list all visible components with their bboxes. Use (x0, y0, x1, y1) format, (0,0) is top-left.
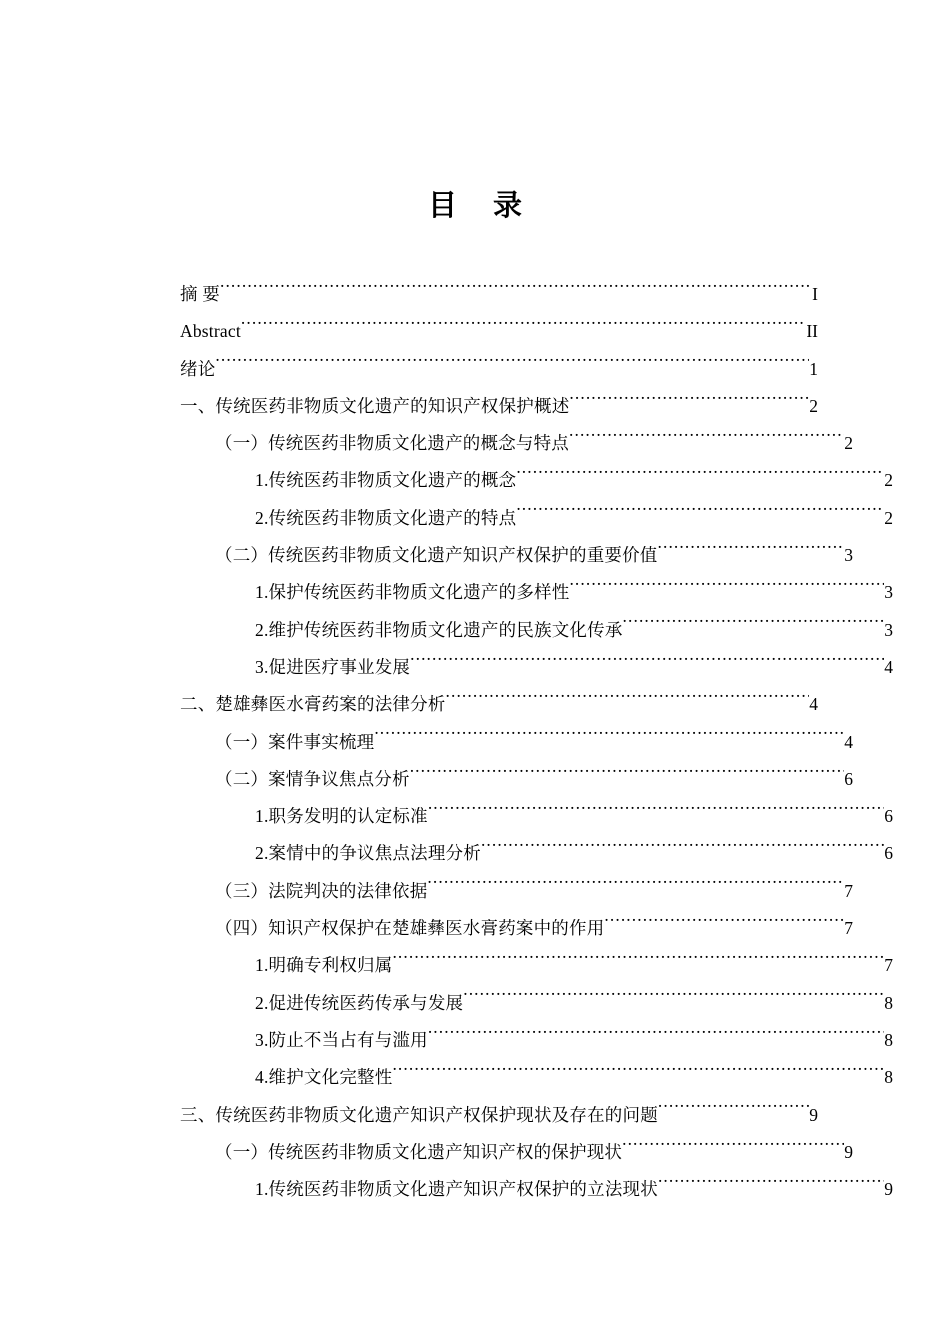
toc-entry[interactable] (180, 835, 893, 872)
toc-entry-page-number: I (812, 284, 818, 304)
toc-dot-leader (481, 842, 884, 860)
toc-entry[interactable] (180, 947, 893, 984)
toc-entry[interactable] (180, 798, 893, 835)
toc-entry[interactable] (180, 910, 853, 947)
toc-dot-leader (446, 693, 810, 711)
toc-entry[interactable] (180, 686, 818, 723)
toc-entry-label: 1.传统医药非物质文化遗产知识产权保护的立法现状 (255, 1179, 658, 1200)
toc-entry-page-number: 9 (844, 1141, 853, 1162)
toc-entry[interactable] (180, 425, 853, 462)
toc-entry-page-number: 8 (884, 1067, 893, 1088)
toc-dot-leader (374, 730, 844, 748)
toc-entry[interactable] (180, 574, 893, 611)
toc-entry-page-number: 4 (844, 731, 853, 752)
toc-entry[interactable] (180, 1134, 853, 1171)
table-of-contents (180, 276, 893, 1208)
toc-entry[interactable] (180, 313, 818, 350)
toc-entry-label: 1.保护传统医药非物质文化遗产的多样性 (255, 582, 570, 603)
toc-dot-leader (410, 767, 845, 785)
toc-dot-leader (569, 394, 809, 412)
toc-entry-label: 3.防止不当占有与滥用 (255, 1029, 428, 1050)
toc-dot-leader (569, 432, 844, 450)
toc-entry-page-number: 9 (809, 1104, 818, 1125)
toc-entry-page-number: II (806, 321, 818, 342)
toc-entry-page-number: 9 (884, 1179, 893, 1200)
toc-dot-leader (622, 1140, 844, 1158)
toc-entry[interactable] (180, 388, 818, 425)
toc-entry-label: 2.传统医药非物质文化遗产的特点 (255, 507, 517, 528)
toc-entry-label: 摘 要 (180, 284, 220, 304)
toc-entry[interactable] (180, 1097, 818, 1134)
toc-entry-label: （一）传统医药非物质文化遗产知识产权的保护现状 (215, 1141, 623, 1162)
toc-entry[interactable] (180, 500, 893, 537)
toc-dot-leader (392, 1066, 884, 1084)
toc-dot-leader (428, 805, 884, 823)
toc-entry[interactable] (180, 351, 818, 388)
toc-entry-label: （四）知识产权保护在楚雄彝医水膏药案中的作用 (215, 918, 605, 939)
toc-entry[interactable] (180, 649, 893, 686)
toc-entry-label: （二）传统医药非物质文化遗产知识产权保护的重要价值 (215, 545, 658, 566)
toc-entry-label: （一）传统医药非物质文化遗产的概念与特点 (215, 433, 569, 454)
toc-dot-leader (241, 320, 806, 338)
toc-entry-label: 2.案情中的争议焦点法理分析 (255, 843, 481, 864)
toc-dot-leader (428, 1028, 884, 1046)
toc-entry-label: 3.促进医疗事业发展 (255, 656, 411, 677)
toc-entry-label: 2.促进传统医药传承与发展 (255, 992, 464, 1013)
toc-dot-leader (215, 357, 809, 375)
toc-entry-label: 2.维护传统医药非物质文化遗产的民族文化传承 (255, 619, 623, 640)
toc-entry-page-number: 6 (884, 843, 893, 864)
toc-entry[interactable] (180, 537, 853, 574)
toc-entry[interactable] (180, 985, 893, 1022)
toc-entry-page-number: 6 (844, 768, 853, 789)
toc-entry-label: （二）案情争议焦点分析 (215, 768, 410, 789)
toc-entry-page-number: 7 (844, 880, 853, 901)
toc-dot-leader (604, 917, 844, 935)
toc-dot-leader (220, 283, 812, 301)
toc-entry[interactable] (180, 462, 893, 499)
toc-entry-page-number: 1 (809, 358, 818, 379)
toc-entry[interactable] (180, 1059, 893, 1096)
toc-entry[interactable] (180, 873, 853, 910)
toc-entry-label: 绪论 (180, 358, 216, 379)
toc-entry-label: 1.职务发明的认定标准 (255, 806, 428, 827)
toc-entry-page-number: 8 (884, 992, 893, 1013)
toc-dot-leader (516, 506, 884, 524)
toc-dot-leader (392, 954, 884, 972)
toc-entry-page-number: 6 (884, 806, 893, 827)
toc-entry-page-number: 3 (884, 582, 893, 603)
toc-entry-label: （一）案件事实梳理 (215, 731, 375, 752)
toc-dot-leader (658, 1178, 884, 1196)
toc-entry-page-number: 2 (844, 433, 853, 454)
toc-entry[interactable] (180, 761, 853, 798)
toc-entry[interactable] (180, 276, 818, 313)
toc-entry-page-number: 2 (884, 470, 893, 491)
toc-entry-label: 4.维护文化完整性 (255, 1067, 393, 1088)
toc-entry-label: 三、传统医药非物质文化遗产知识产权保护现状及存在的问题 (180, 1104, 658, 1125)
toc-entry-page-number: 3 (884, 619, 893, 640)
toc-entry-page-number: 2 (809, 395, 818, 416)
toc-dot-leader (623, 618, 885, 636)
toc-entry-page-number: 4 (884, 656, 893, 677)
toc-entry[interactable] (180, 612, 893, 649)
toc-dot-leader (569, 581, 884, 599)
toc-entry-page-number: 7 (844, 918, 853, 939)
toc-entry-label: 1.传统医药非物质文化遗产的概念 (255, 470, 517, 491)
toc-entry-label: Abstract (180, 321, 241, 342)
toc-entry-page-number: 7 (884, 955, 893, 976)
toc-entry-label: 1.明确专利权归属 (255, 955, 393, 976)
toc-dot-leader (658, 1103, 809, 1121)
toc-entry[interactable] (180, 1171, 893, 1208)
toc-entry-page-number: 8 (884, 1029, 893, 1050)
toc-dot-leader (410, 655, 884, 673)
toc-entry-page-number: 4 (809, 694, 818, 715)
toc-entry-page-number: 2 (884, 507, 893, 528)
toc-entry-label: 一、传统医药非物质文化遗产的知识产权保护概述 (180, 395, 570, 416)
toc-entry-label: 二、楚雄彝医水膏药案的法律分析 (180, 694, 446, 715)
page-title: 目 录 (427, 190, 537, 222)
toc-entry[interactable] (180, 724, 853, 761)
toc-entry-label: （三）法院判决的法律依据 (215, 880, 428, 901)
toc-entry[interactable] (180, 1022, 893, 1059)
toc-entry-page-number: 3 (844, 545, 853, 566)
toc-dot-leader (463, 991, 884, 1009)
toc-dot-leader (427, 879, 844, 897)
toc-dot-leader (516, 469, 884, 487)
toc-dot-leader (658, 544, 845, 562)
